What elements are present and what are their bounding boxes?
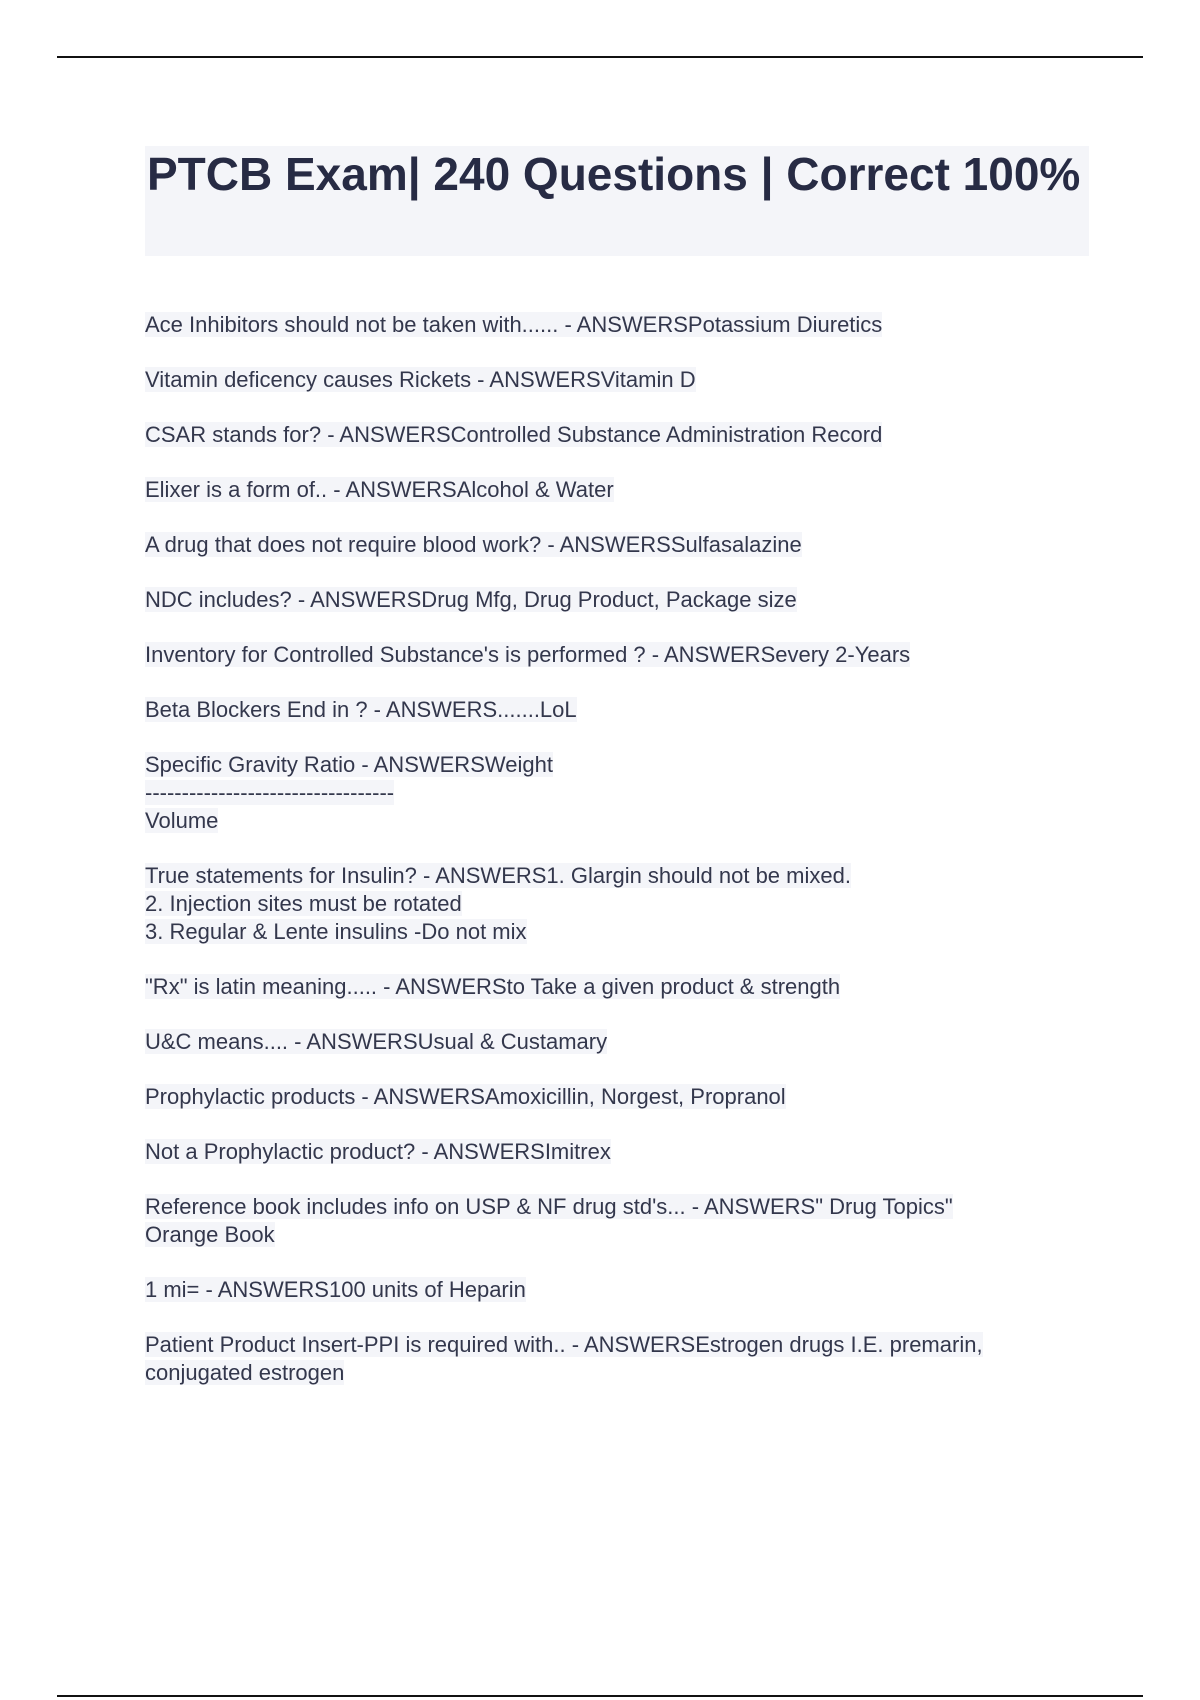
qa-line xyxy=(145,366,1085,394)
qa-text: 2. Injection sites must be rotated xyxy=(145,891,462,916)
qa-text: NDC includes? - ANSWERSDrug Mfg, Drug Product, Package size xyxy=(145,587,797,612)
qa-line xyxy=(145,641,1085,669)
qa-text: A drug that does not require blood work? - ANSWERSSulfasalazine xyxy=(145,532,802,557)
qa-text: Beta Blockers End in ? - ANSWERS.......LoL xyxy=(145,697,577,722)
qa-line xyxy=(145,531,1085,559)
qa-item xyxy=(145,1028,1085,1056)
qa-line xyxy=(145,1028,1085,1056)
qa-text: Volume xyxy=(145,808,219,833)
qa-line xyxy=(145,586,1085,614)
qa-line xyxy=(145,862,1085,890)
qa-text: Patient Product Insert-PPI is required with.. - ANSWERSEstrogen drugs I.E. premarin, xyxy=(145,1332,983,1357)
qa-line xyxy=(145,311,1085,339)
qa-item xyxy=(145,366,1085,394)
qa-line xyxy=(145,973,1085,1001)
qa-text: U&C means.... - ANSWERSUsual & Custamary xyxy=(145,1029,608,1054)
qa-line xyxy=(145,918,1085,946)
qa-text: 1 mi= - ANSWERS100 units of Heparin xyxy=(145,1277,526,1302)
qa-item xyxy=(145,641,1085,669)
qa-line xyxy=(145,1083,1085,1111)
qa-item xyxy=(145,1138,1085,1166)
qa-item xyxy=(145,751,1085,835)
qa-item xyxy=(145,476,1085,504)
qa-text: True statements for Insulin? - ANSWERS1. Glargin should not be mixed. xyxy=(145,863,851,888)
top-rule xyxy=(57,56,1143,58)
qa-line xyxy=(145,421,1085,449)
qa-text: conjugated estrogen xyxy=(145,1360,345,1385)
qa-text: Reference book includes info on USP & NF drug std's... - ANSWERS" Drug Topics" xyxy=(145,1194,953,1219)
qa-line xyxy=(145,890,1085,918)
qa-item xyxy=(145,973,1085,1001)
qa-text: Ace Inhibitors should not be taken with...... - ANSWERSPotassium Diuretics xyxy=(145,312,883,337)
qa-text: Prophylactic products - ANSWERSAmoxicillin, Norgest, Propranol xyxy=(145,1084,786,1109)
qa-text: ---------------------------------- xyxy=(145,780,395,805)
qa-line xyxy=(145,696,1085,724)
document-title: PTCB Exam| 240 Questions | Correct 100% xyxy=(147,148,1081,200)
qa-line xyxy=(145,476,1085,504)
qa-line xyxy=(145,807,1085,835)
qa-line xyxy=(145,1276,1085,1304)
qa-text: Specific Gravity Ratio - ANSWERSWeight xyxy=(145,752,553,777)
title-block xyxy=(145,146,1089,256)
qa-text: Vitamin deficency causes Rickets - ANSWERSVitamin D xyxy=(145,367,696,392)
qa-line xyxy=(145,1193,1085,1221)
qa-text: Inventory for Controlled Substance's is performed ? - ANSWERSevery 2-Years xyxy=(145,642,911,667)
qa-item xyxy=(145,311,1085,339)
qa-line xyxy=(145,1331,1085,1359)
qa-text: CSAR stands for? - ANSWERSControlled Substance Administration Record xyxy=(145,422,883,447)
qa-item xyxy=(145,1331,1085,1387)
qa-item xyxy=(145,696,1085,724)
qa-item xyxy=(145,1193,1085,1249)
qa-line xyxy=(145,779,1085,807)
qa-text: 3. Regular & Lente insulins -Do not mix xyxy=(145,919,527,944)
qa-line xyxy=(145,1138,1085,1166)
qa-text: Elixer is a form of.. - ANSWERSAlcohol & Water xyxy=(145,477,614,502)
bottom-rule xyxy=(57,1695,1143,1697)
qa-item xyxy=(145,531,1085,559)
qa-list xyxy=(145,311,1085,1414)
qa-item xyxy=(145,1083,1085,1111)
qa-item xyxy=(145,1276,1085,1304)
qa-item xyxy=(145,421,1085,449)
qa-text: Orange Book xyxy=(145,1222,275,1247)
qa-item xyxy=(145,586,1085,614)
qa-text: Not a Prophylactic product? - ANSWERSImitrex xyxy=(145,1139,611,1164)
qa-line xyxy=(145,1359,1085,1387)
qa-item xyxy=(145,862,1085,946)
qa-text: "Rx" is latin meaning..... - ANSWERSto Take a given product & strength xyxy=(145,974,841,999)
qa-line xyxy=(145,1221,1085,1249)
qa-line xyxy=(145,751,1085,779)
